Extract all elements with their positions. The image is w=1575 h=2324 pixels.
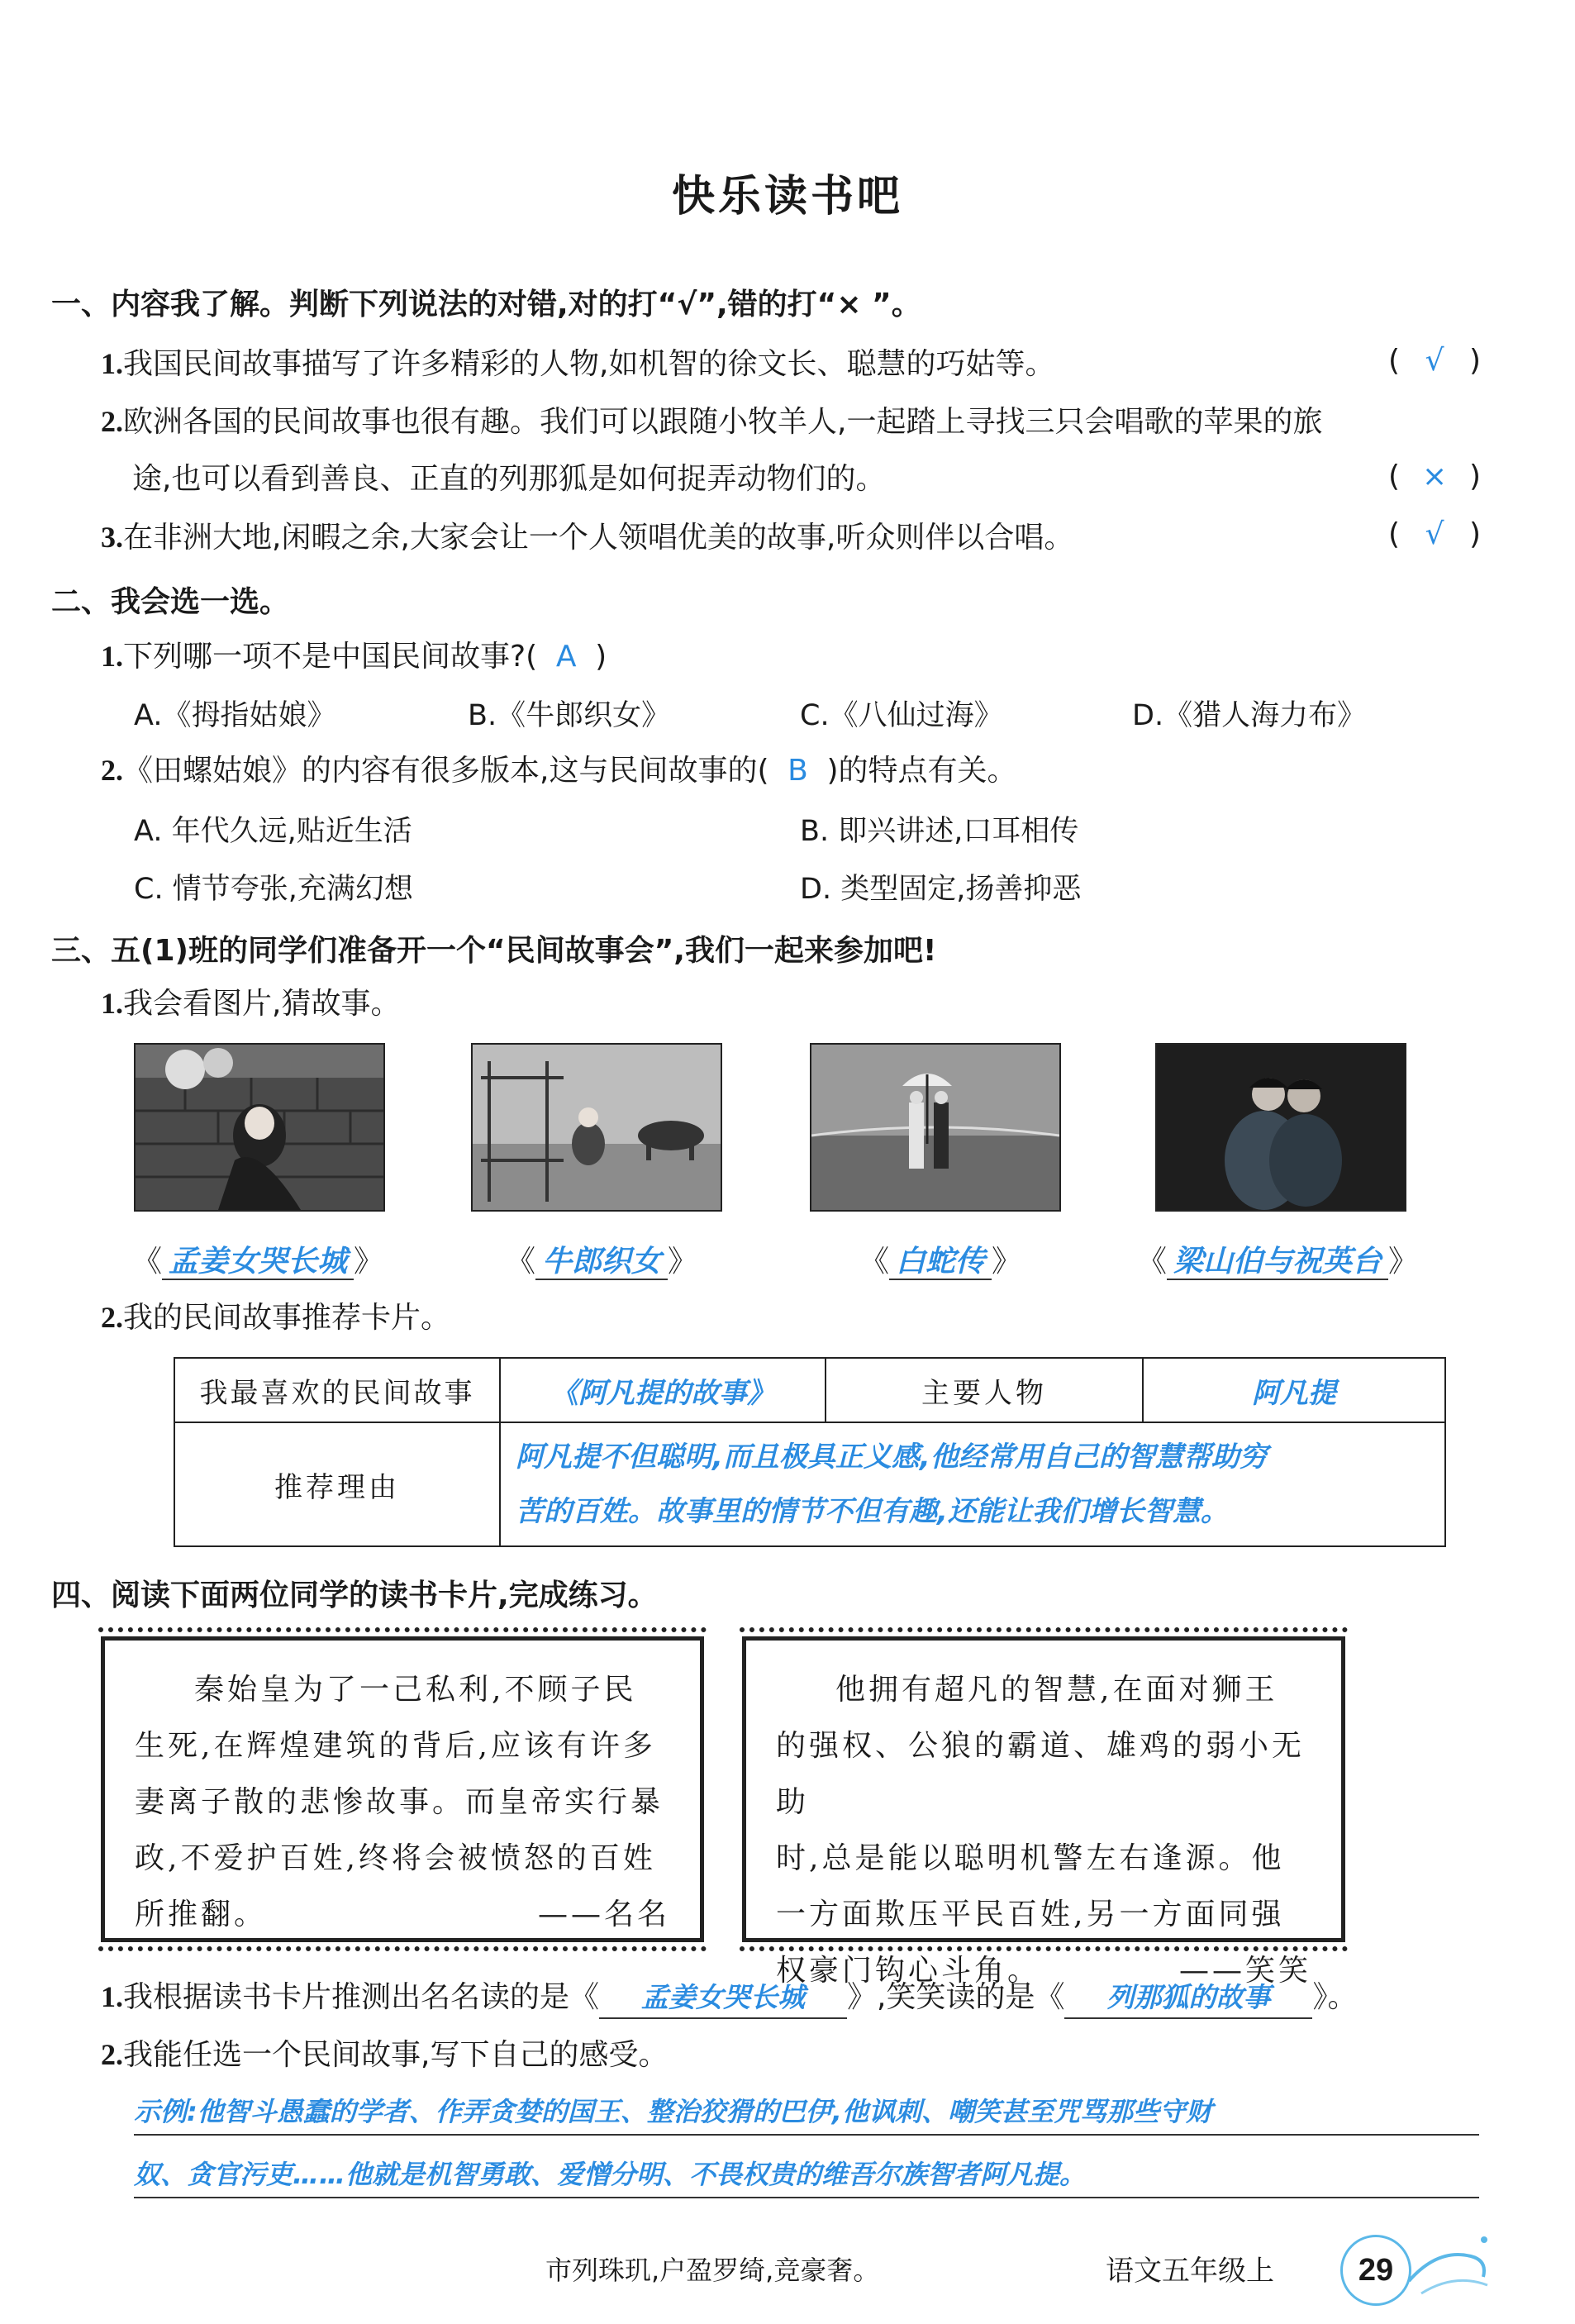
s2-q1 [101,636,607,677]
s4-q1 [101,1977,1357,2019]
caption-1: 《 孟姜女哭长城 》 [132,1245,384,1279]
s2-q2-option-b: B. 即兴讲述,口耳相传 [800,815,1079,848]
picture-niu-lang-zhi-nv [471,1043,722,1212]
s2-q1-answer: A [555,640,577,674]
reading-card-right [742,1636,1345,1988]
caption-4-answer: 梁山伯与祝英台 [1167,1245,1388,1280]
section4-heading: 四、阅读下面两位同学的读书卡片,完成练习。 [51,1579,658,1612]
s1-item-2 [101,402,1322,442]
s3-q2 [101,1298,450,1338]
footer-book-name: 语文五年级上 [1106,2255,1274,2288]
card-right-line-1: 他拥有超凡的智慧,在面对狮王 [835,1673,1278,1707]
answer-rule-2 [134,2197,1479,2198]
s3-q2-num: 2. [101,1301,123,1334]
caption-4: 《 梁山伯与祝英台 》 [1137,1245,1419,1279]
s1-item-3 [101,517,1073,558]
s1-item-1-num: 1. [101,347,123,380]
s2-q1-option-a: A.《拇指姑娘》 [134,699,336,732]
swirl-ornament-icon [1405,2223,1496,2306]
s1-item-1-answer: √ [1425,344,1444,378]
reading-card-left [101,1636,704,1942]
s4-q1-text-c: 》。 [1312,1980,1358,2014]
section1-heading: 一、内容我了解。判断下列说法的对错,对的打“√”,错的打“× ”。 [51,288,921,321]
card-right-top-border [740,1627,1348,1632]
card-left-line-2: 生死,在辉煌建筑的背后,应该有许多 [135,1729,656,1763]
s4-q2 [101,2035,668,2075]
s1-item-2-mark: ( × ) [1388,460,1482,493]
s4-q2-answer-line-2: 奴、贪官污吏……他就是机智勇敢、爱憎分明、不畏权贵的维吾尔族智者阿凡提。 [134,2159,1087,2190]
s2-q2-num: 2. [101,754,123,787]
s2-q1-option-b: B.《牛郎织女》 [468,699,671,732]
s1-item-3-mark: ( √ ) [1388,517,1482,551]
card-left-line-1: 秦始皇为了一己私利,不顾子民 [194,1673,637,1707]
main-character-value: 阿凡提 [1143,1358,1445,1422]
s4-q1-num: 1. [101,1980,123,2013]
wall-woman-illustration [136,1045,383,1210]
section3-heading: 三、五(1)班的同学们准备开一个“民间故事会”,我们一起来参加吧! [51,934,937,968]
s4-q1-answer-b: 列那狐的故事 [1064,1978,1312,2019]
card-left-top-border [98,1627,707,1632]
card-left-last-row [135,1887,670,1943]
s4-q1-text-a: 我根据读书卡片推测出名名读的是《 [123,1980,600,2014]
caption-1-answer: 孟姜女哭长城 [162,1245,354,1280]
s2-q2-option-c: C. 情节夸张,充满幻想 [134,873,413,906]
section2-heading: 二、我会选一选。 [51,585,290,619]
lake-umbrella-illustration [811,1045,1059,1210]
s2-q2-answer: B [788,754,808,788]
caption-2-answer: 牛郎织女 [535,1245,668,1280]
s1-item-2-text: 欧洲各国的民间故事也很有趣。我们可以跟随小牧羊人,一起踏上寻找三只会唱歌的苹果的旅 [123,405,1323,439]
card-right-line-3: 时,总是能以聪明机警左右逢源。他 [776,1841,1285,1875]
s1-item-3-answer: √ [1425,517,1444,551]
page-number-badge [1340,2235,1411,2306]
s2-q1-option-c: C.《八仙过海》 [800,699,1003,732]
s1-item-2-answer: × [1421,460,1448,493]
fav-story-value: 《阿凡提的故事》 [500,1358,826,1422]
s1-item-3-num: 3. [101,521,123,554]
s3-q1-num: 1. [101,987,123,1020]
card-left-line-5: 所推翻。 [135,1898,268,1931]
s4-q1-answer-a: 孟姜女哭长城 [599,1978,847,2019]
s1-item-1-mark: ( √ ) [1388,344,1482,378]
s2-q2-option-d: D. 类型固定,扬善抑恶 [800,873,1082,906]
s3-q1-text: 我会看图片,猜故事。 [123,987,401,1021]
picture-meng-jiang-nv [134,1043,385,1212]
s1-item-1 [101,344,1054,384]
s2-q2-option-a: A. 年代久远,贴近生活 [134,815,412,848]
card-left-line-3: 妻离子散的悲惨故事。而皇帝实行暴 [135,1785,664,1819]
answer-rule-1 [134,2134,1479,2136]
reason-line-2: 苦的百姓。故事里的情节不但有趣,还能让我们增长智慧。 [516,1495,1229,1528]
caption-2: 《 牛郎织女 》 [506,1245,698,1279]
s2-q1-text: 下列哪一项不是中国民间故事?( [123,640,538,674]
s2-q1-close: ) [595,640,607,674]
reason-line-1: 阿凡提不但聪明,而且极具正义感,他经常用自己的智慧帮助穷 [516,1441,1268,1474]
card-left-text [135,1662,670,1943]
picture-liang-zhu [1155,1043,1406,1212]
reason-value [500,1422,1445,1546]
couple-illustration [1157,1045,1405,1210]
s4-q2-num: 2. [101,2038,123,2071]
s1-item-1-text: 我国民间故事描写了许多精彩的人物,如机智的徐文长、聪慧的巧姑等。 [123,347,1055,381]
card-right-line-4: 一方面欺压平民百姓,另一方面同强 [776,1898,1285,1931]
s1-item-2-text2: 途,也可以看到善良、正直的列那狐是如何捉弄动物们的。 [132,462,886,496]
s3-q1 [101,983,400,1024]
recommend-card-table [174,1357,1446,1547]
s2-q1-num: 1. [101,640,123,673]
caption-3: 《 白蛇传 》 [859,1245,1022,1279]
card-left-bottom-border [98,1946,707,1951]
s4-q2-text: 我能任选一个民间故事,写下自己的感受。 [123,2038,669,2072]
weaving-illustration [473,1045,721,1210]
page-title: 快乐读书吧 [671,172,903,221]
card-right-text [776,1662,1311,1999]
s2-q2-close: )的特点有关。 [826,754,1017,788]
s4-q2-answer-line-1: 示例:他智斗愚蠢的学者、作弄贪婪的国王、整治狡猾的巴伊,他讽刺、嘲笑甚至咒骂那些守财 [134,2096,1212,2127]
s3-q2-text: 我的民间故事推荐卡片。 [123,1301,451,1335]
card-right-author: ——笑笑 [1178,1954,1311,1988]
footer-motto: 市列珠玑,户盈罗绮,竞豪奢。 [545,2255,880,2286]
caption-3-answer: 白蛇传 [889,1245,992,1280]
s1-item-2-num: 2. [101,405,123,438]
fav-story-label: 我最喜欢的民间故事 [174,1358,500,1422]
s2-q1-option-d: D.《猎人海力布》 [1132,699,1367,732]
page-number: 29 [1358,2252,1394,2288]
picture-bai-she-zhuan [810,1043,1061,1212]
s2-q2 [101,750,1017,791]
card-right-line-5: 权豪门钩心斗角。 [776,1954,1041,1988]
main-character-label: 主要人物 [826,1358,1143,1422]
reason-label: 推荐理由 [174,1422,500,1546]
s4-q1-text-b: 》,笑笑读的是《 [847,1980,1065,2014]
s1-item-3-text: 在非洲大地,闲暇之余,大家会让一个人领唱优美的故事,听众则伴以合唱。 [123,521,1074,555]
card-right-line-2: 的强权、公狼的霸道、雄鸡的弱小无助 [776,1729,1306,1819]
card-left-line-4: 政,不爱护百姓,终将会被愤怒的百姓 [135,1841,656,1875]
card-left-author: ——名名 [537,1898,670,1931]
s2-q2-text: 《田螺姑娘》的内容有很多版本,这与民间故事的( [123,754,769,788]
